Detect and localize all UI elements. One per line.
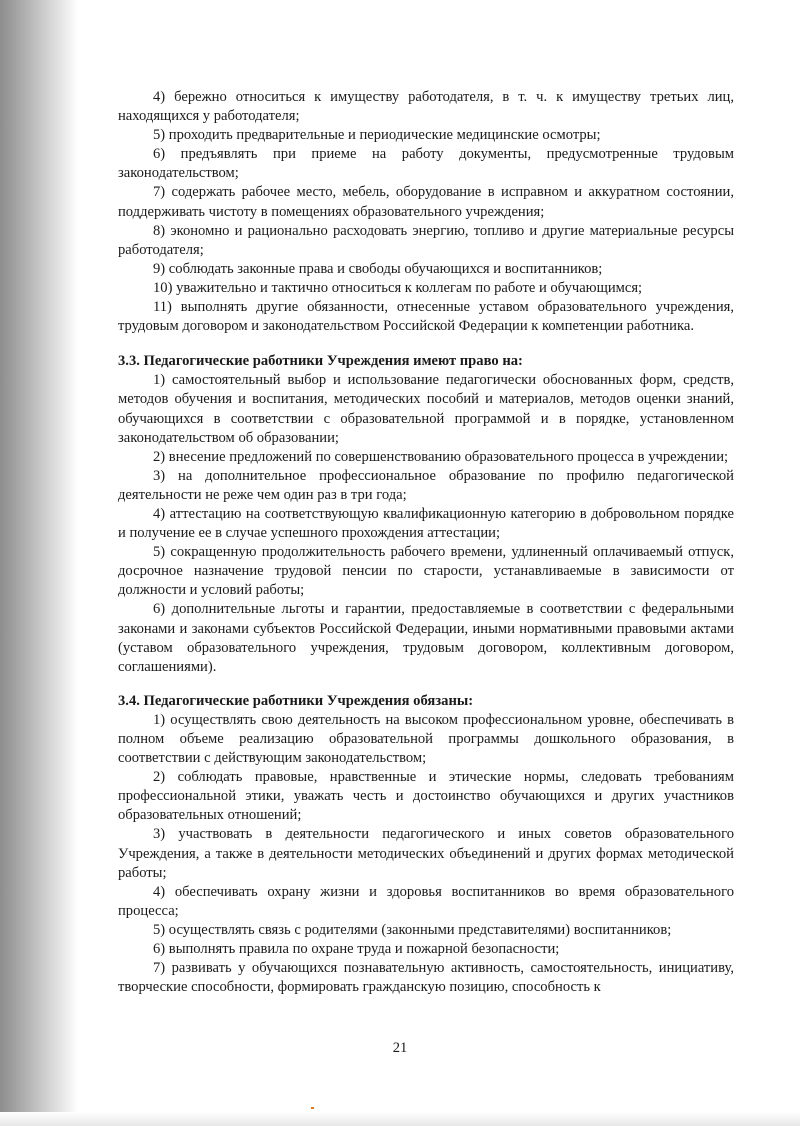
list-item: 6) предъявлять при приеме на работу документы, предусмотренные трудовым законодательством; xyxy=(118,146,734,182)
list-item: 4) бережно относиться к имуществу работодателя, в т. ч. к имуществу третьих лиц, находящихся у работодателя; xyxy=(118,89,734,125)
list-item: 1) осуществлять свою деятельность на высоком профессиональном уровне, обеспечивать в полном объеме реализацию образовательной программы дошкольного образования, в соответствии с действующим законодательством; xyxy=(118,711,734,767)
list-item: 5) сокращенную продолжительность рабочего времени, удлиненный оплачиваемый отпуск, досрочное назначение трудовой пенсии по старости, устанавливаемые в зависимости от должности и условий работы; xyxy=(118,544,734,599)
list-item: 6) дополнительные льготы и гарантии, предоставляемые в соответствии с федеральными законами и законами субъектов Российской Федерации, иными нормативными правовыми актами (уставом образовательного учреждения, трудовым договором, коллективным договором, соглашениями). xyxy=(118,601,734,675)
scan-bottom-shadow xyxy=(0,1112,800,1126)
scan-speck xyxy=(311,1107,314,1109)
list-continued xyxy=(118,88,734,336)
list-item: 5) осуществлять связь с родителями (законными представителями) воспитанников; xyxy=(153,921,672,938)
list-item: 7) развивать у обучающихся познавательную активность, самостоятельность, инициативу, творческие способности, формировать гражданскую позицию, способность к xyxy=(118,960,734,996)
scan-edge-shadow xyxy=(0,0,78,1126)
page-number: 21 xyxy=(392,1040,408,1056)
list-item: 3) на дополнительное профессиональное образование по профилю педагогической деятельности не реже чем один раз в три года; xyxy=(118,467,734,503)
list-item: 2) соблюдать правовые, нравственные и этические нормы, следовать требованиям профессиональной этики, уважать честь и достоинство обучающихся и других участников образовательных отношений; xyxy=(118,769,734,824)
list-item: 8) экономно и рационально расходовать энергию, топливо и другие материальные ресурсы работодателя; xyxy=(118,222,734,258)
list-item: 6) выполнять правила по охране труда и пожарной безопасности; xyxy=(153,941,560,958)
list-item: 3) участвовать в деятельности педагогического и иных советов образовательного Учреждения, а также в деятельности методических объединений и других формах методической работы; xyxy=(118,826,734,881)
section-heading-3-4: 3.4. Педагогические работники Учреждения обязаны: xyxy=(118,692,474,709)
document-page xyxy=(118,88,734,997)
list-item: 10) уважительно и тактично относиться к коллегам по работе и обучающимся; xyxy=(153,279,643,296)
section-3-3-list xyxy=(118,371,734,677)
list-item: 9) соблюдать законные права и свободы обучающихся и воспитанников; xyxy=(153,260,603,277)
list-item: 1) самостоятельный выбор и использование педагогически обоснованных форм, средств, методов обучения и воспитания, методических пособий и материалов, методов оценки знаний, обучающихся в соответствии с образовательной программой и в порядке, установленном законодательством об образовании; xyxy=(118,372,734,446)
section-3-4-list xyxy=(118,711,734,997)
list-item: 4) обеспечивать охрану жизни и здоровья воспитанников во время образовательного процесса; xyxy=(118,883,734,919)
list-item: 5) проходить предварительные и периодические медицинские осмотры; xyxy=(153,127,601,144)
list-item: 4) аттестацию на соответствующую квалификационную категорию в добровольном порядке и получение ее в случае успешного прохождения аттестации; xyxy=(118,505,734,542)
section-heading-3-3: 3.3. Педагогические работники Учреждения имеют право на: xyxy=(118,353,523,370)
list-item: 11) выполнять другие обязанности, отнесенные уставом образовательного учреждения, трудовым договором и законодательством Российской Федерации к компетенции работника. xyxy=(118,299,734,335)
list-item: 2) внесение предложений по совершенствованию образовательного процесса в учреждении; xyxy=(153,448,729,465)
list-item: 7) содержать рабочее место, мебель, оборудование в исправном и аккуратном состоянии, поддерживать чистоту в помещениях образовательного учреждения; xyxy=(118,184,734,220)
